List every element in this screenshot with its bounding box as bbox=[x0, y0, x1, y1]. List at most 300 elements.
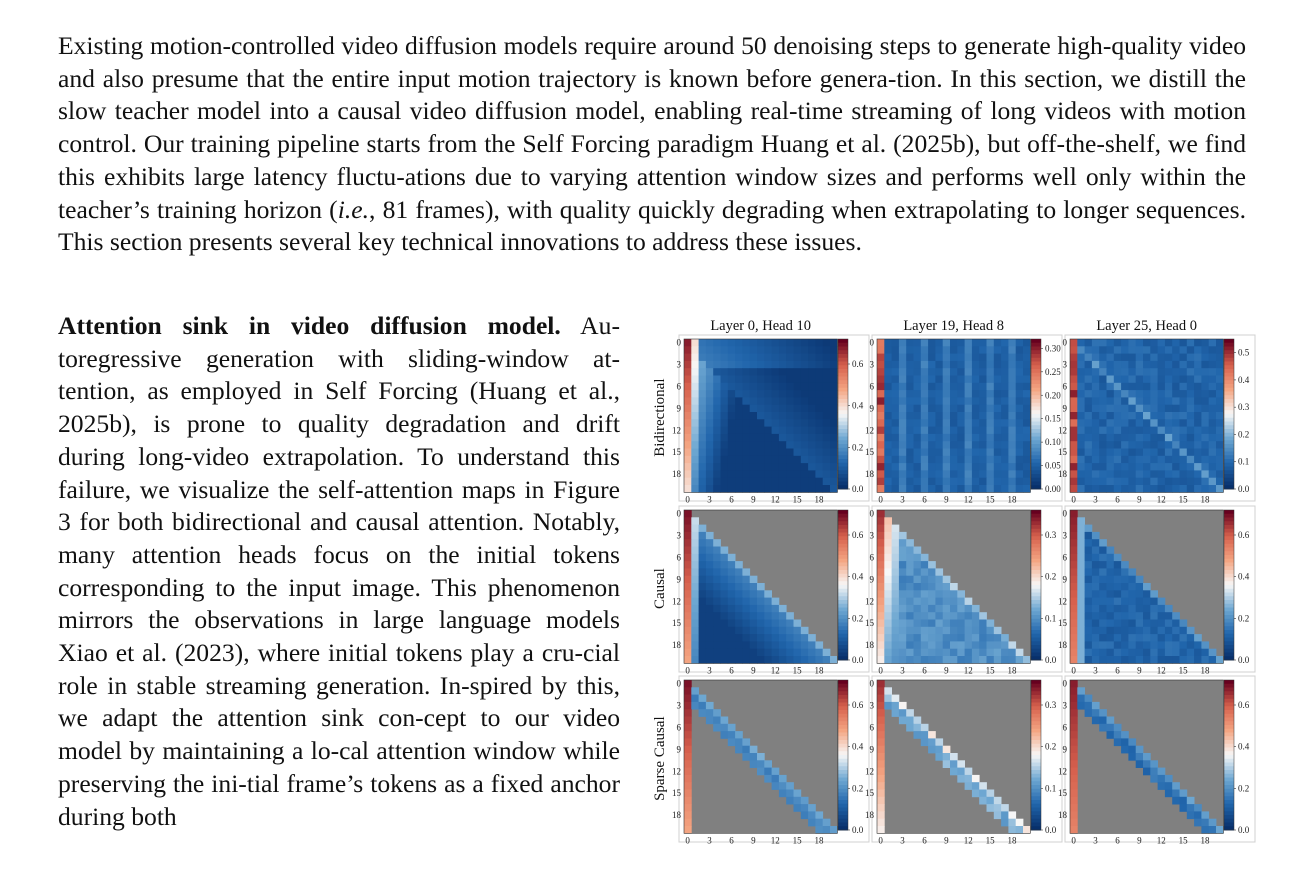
attention-cell bbox=[914, 724, 922, 732]
attention-cell bbox=[914, 405, 922, 413]
attention-cell bbox=[1187, 456, 1195, 464]
attention-cell bbox=[877, 620, 885, 628]
attention-cell bbox=[943, 463, 951, 471]
attention-cell bbox=[877, 634, 885, 642]
attention-cell bbox=[943, 746, 951, 754]
attention-cell bbox=[786, 383, 794, 391]
attention-cell bbox=[877, 449, 885, 457]
x-tick-label: 18 bbox=[1007, 494, 1017, 505]
attention-cell bbox=[713, 470, 721, 478]
attention-cell bbox=[884, 539, 892, 547]
colorbar-segment bbox=[838, 529, 848, 533]
attention-cell bbox=[928, 612, 936, 620]
attention-cell bbox=[764, 641, 772, 649]
attention-cell bbox=[684, 434, 692, 442]
attention-cell bbox=[1092, 346, 1100, 354]
attention-cell bbox=[1201, 470, 1209, 478]
attention-cell bbox=[1070, 724, 1078, 732]
attention-cell bbox=[921, 419, 929, 427]
attention-cell bbox=[1001, 470, 1009, 478]
attention-cell bbox=[684, 383, 692, 391]
attention-cell bbox=[906, 390, 914, 398]
attention-cell bbox=[691, 641, 699, 649]
attention-cell bbox=[786, 405, 794, 413]
attention-cell bbox=[1128, 568, 1136, 576]
attention-cell bbox=[830, 390, 838, 398]
attention-cell bbox=[742, 620, 750, 628]
attention-cell bbox=[943, 583, 951, 591]
attention-cell bbox=[1085, 449, 1093, 457]
attention-cell bbox=[750, 590, 758, 598]
attention-cell bbox=[684, 405, 692, 413]
y-tick-label: 18 bbox=[1058, 810, 1067, 821]
attention-cell bbox=[1107, 397, 1115, 405]
attention-cell bbox=[779, 449, 787, 457]
attention-cell bbox=[750, 368, 758, 376]
attention-cell bbox=[1016, 354, 1024, 362]
attention-cell bbox=[691, 539, 699, 547]
attention-cell bbox=[713, 590, 721, 598]
colorbar-segment bbox=[1224, 347, 1234, 351]
colorbar-segment bbox=[1031, 362, 1041, 366]
attention-cell bbox=[801, 354, 809, 362]
attention-cell bbox=[935, 397, 943, 405]
colorbar-segment bbox=[1224, 815, 1234, 819]
attention-cell bbox=[1070, 649, 1078, 657]
attention-cell bbox=[1136, 405, 1144, 413]
attention-cell bbox=[750, 478, 758, 486]
attention-cell bbox=[815, 376, 823, 384]
attention-cell bbox=[1216, 826, 1224, 834]
attention-cell bbox=[1216, 361, 1224, 369]
colorbar-segment bbox=[1224, 581, 1234, 585]
attention-cell bbox=[742, 368, 750, 376]
attention-cell bbox=[684, 478, 692, 486]
attention-cell bbox=[972, 463, 980, 471]
attention-map-background bbox=[877, 339, 1030, 492]
attention-cell bbox=[1107, 456, 1115, 464]
colorbar-segment bbox=[1224, 485, 1234, 489]
y-tick-label: 0 bbox=[1062, 337, 1067, 348]
colorbar-border bbox=[838, 339, 848, 489]
attention-cell bbox=[921, 463, 929, 471]
x-tick-label: 12 bbox=[1156, 665, 1166, 676]
attention-cell bbox=[830, 449, 838, 457]
y-tick-label: 18 bbox=[865, 469, 874, 480]
attention-cell bbox=[935, 412, 943, 420]
attention-cell bbox=[965, 339, 973, 347]
attention-cell bbox=[957, 605, 965, 613]
attention-cell bbox=[994, 463, 1002, 471]
attention-cell bbox=[899, 539, 907, 547]
colorbar-segment bbox=[1224, 630, 1234, 634]
x-tick-label: 3 bbox=[1093, 665, 1098, 676]
attention-cell bbox=[1070, 539, 1078, 547]
attention-cell bbox=[1216, 441, 1224, 449]
attention-cell bbox=[1209, 485, 1217, 493]
attention-cell bbox=[735, 383, 743, 391]
attention-cell bbox=[815, 405, 823, 413]
attention-cell bbox=[779, 605, 787, 613]
attention-cell bbox=[1128, 478, 1136, 486]
colorbar-border bbox=[1224, 510, 1234, 660]
colorbar-tick-label: 0.0 bbox=[1238, 484, 1250, 494]
attention-cell bbox=[691, 517, 699, 525]
attention-cell bbox=[1180, 478, 1188, 486]
attention-cell bbox=[1008, 383, 1016, 391]
attention-cell bbox=[979, 634, 987, 642]
colorbar-segment bbox=[1224, 566, 1234, 570]
attention-cell bbox=[1023, 456, 1031, 464]
attention-cell bbox=[1216, 346, 1224, 354]
attention-cell bbox=[1165, 612, 1173, 620]
attention-cell bbox=[1128, 612, 1136, 620]
attention-cell bbox=[691, 525, 699, 533]
attention-cell bbox=[1085, 583, 1093, 591]
attention-cell bbox=[979, 361, 987, 369]
attention-cell bbox=[1187, 346, 1195, 354]
colorbar-segment bbox=[1224, 525, 1234, 529]
attention-cell bbox=[972, 390, 980, 398]
attention-cell bbox=[1165, 463, 1173, 471]
colorbar-segment bbox=[1031, 755, 1041, 759]
attention-cell bbox=[1107, 478, 1115, 486]
colorbar-segment bbox=[838, 706, 848, 710]
attention-cell bbox=[1216, 463, 1224, 471]
attention-cell bbox=[757, 397, 765, 405]
attention-cell bbox=[892, 485, 900, 493]
attention-cell bbox=[1070, 427, 1078, 435]
attention-cell bbox=[1121, 738, 1129, 746]
attention-cell bbox=[1121, 383, 1129, 391]
colorbar-segment bbox=[838, 369, 848, 373]
attention-cell bbox=[957, 470, 965, 478]
attention-cell bbox=[808, 376, 816, 384]
attention-cell bbox=[921, 361, 929, 369]
attention-cell bbox=[1092, 368, 1100, 376]
attention-cell bbox=[914, 368, 922, 376]
attention-cell bbox=[914, 576, 922, 584]
attention-cell bbox=[684, 627, 692, 635]
attention-cell bbox=[684, 470, 692, 478]
attention-cell bbox=[1008, 811, 1016, 819]
y-tick-label: 12 bbox=[1058, 596, 1067, 607]
colorbar-tick-label: 0.25 bbox=[1045, 366, 1061, 377]
x-tick-label: 18 bbox=[1007, 665, 1017, 676]
attention-cell bbox=[764, 485, 772, 493]
colorbar-segment bbox=[838, 593, 848, 597]
attention-cell bbox=[1216, 485, 1224, 493]
attention-cell bbox=[764, 346, 772, 354]
attention-cell bbox=[1114, 568, 1122, 576]
colorbar-segment bbox=[1224, 414, 1234, 418]
attention-cell bbox=[808, 811, 816, 819]
x-tick-label: 12 bbox=[963, 835, 973, 846]
attention-cell bbox=[987, 641, 995, 649]
attention-cell bbox=[808, 427, 816, 435]
attention-cell bbox=[957, 427, 965, 435]
attention-cell bbox=[877, 368, 885, 376]
attention-cell bbox=[1180, 449, 1188, 457]
attention-cell bbox=[994, 346, 1002, 354]
attention-cell bbox=[1143, 346, 1151, 354]
attention-cell bbox=[1114, 561, 1122, 569]
attention-cell bbox=[691, 397, 699, 405]
attention-cell bbox=[884, 532, 892, 540]
attention-cell bbox=[713, 561, 721, 569]
attention-cell bbox=[950, 753, 958, 761]
attention-cell bbox=[735, 738, 743, 746]
attention-cell bbox=[1172, 434, 1180, 442]
attention-cell bbox=[921, 627, 929, 635]
colorbar-segment bbox=[838, 630, 848, 634]
attention-cell bbox=[1070, 354, 1078, 362]
attention-cell bbox=[906, 724, 914, 732]
attention-cell bbox=[1001, 811, 1009, 819]
attention-cell bbox=[735, 656, 743, 664]
x-tick-label: 15 bbox=[792, 835, 802, 846]
attention-cell bbox=[899, 590, 907, 598]
attention-cell bbox=[713, 598, 721, 606]
attention-cell bbox=[1165, 620, 1173, 628]
attention-cell bbox=[1150, 449, 1158, 457]
attention-cell bbox=[728, 470, 736, 478]
colorbar-segment bbox=[1224, 467, 1234, 471]
attention-cell bbox=[1136, 598, 1144, 606]
attention-cell bbox=[906, 397, 914, 405]
attention-cell bbox=[1092, 478, 1100, 486]
attention-cell bbox=[1092, 605, 1100, 613]
attention-cell bbox=[892, 397, 900, 405]
attention-cell bbox=[742, 346, 750, 354]
colorbar-segment bbox=[1224, 448, 1234, 452]
attention-cell bbox=[728, 641, 736, 649]
attention-cell bbox=[684, 427, 692, 435]
attention-cell bbox=[1121, 405, 1129, 413]
attention-cell bbox=[1077, 397, 1085, 405]
intro-text-part1: Existing motion-controlled video diffusion models require around 50 denoising steps to generate high-quality video and also presume that the entire input motion trajectory is known before genera-tion. In this section, we distill the slow teacher model into a causal video diffusion model, enabling real-time streaming of long videos with motion control. Our training pipeline starts from the Self Forcing paradigm Huang et al. (2025b), but off-the-shelf, we find this exhibits large latency fluctu-ations due to varying attention window sizes and performs well only within the teacher’s training horizon ( bbox=[58, 31, 1246, 224]
attention-cell bbox=[987, 405, 995, 413]
attention-cell bbox=[921, 620, 929, 628]
attention-cell bbox=[764, 397, 772, 405]
attention-cell bbox=[1143, 620, 1151, 628]
colorbar-segment bbox=[838, 626, 848, 630]
attention-cell bbox=[950, 627, 958, 635]
attention-cell bbox=[1121, 427, 1129, 435]
colorbar-segment bbox=[1031, 645, 1041, 649]
attention-cell bbox=[914, 449, 922, 457]
attention-cell bbox=[987, 376, 995, 384]
attention-cell bbox=[1165, 649, 1173, 657]
attention-cell bbox=[943, 627, 951, 635]
attention-cell bbox=[823, 485, 831, 493]
attention-cell bbox=[1070, 627, 1078, 635]
attention-cell bbox=[801, 368, 809, 376]
y-tick-label: 18 bbox=[865, 810, 874, 821]
attention-cell bbox=[1107, 339, 1115, 347]
attention-cell bbox=[1136, 383, 1144, 391]
attention-cell bbox=[979, 627, 987, 635]
attention-cell bbox=[772, 598, 780, 606]
x-tick-label: 18 bbox=[1200, 494, 1210, 505]
attention-cell bbox=[906, 590, 914, 598]
attention-cell bbox=[794, 383, 802, 391]
attention-cell bbox=[1172, 782, 1180, 790]
attention-cell bbox=[877, 434, 885, 442]
attention-cell bbox=[1158, 419, 1166, 427]
attention-cell bbox=[1107, 419, 1115, 427]
attention-cell bbox=[972, 368, 980, 376]
attention-cell bbox=[1201, 441, 1209, 449]
attention-cell bbox=[972, 376, 980, 384]
attention-cell bbox=[1150, 598, 1158, 606]
attention-cell bbox=[943, 405, 951, 413]
attention-cell bbox=[684, 517, 692, 525]
attention-cell bbox=[1070, 738, 1078, 746]
attention-cell bbox=[935, 368, 943, 376]
attention-cell bbox=[830, 656, 838, 664]
attention-cell bbox=[884, 441, 892, 449]
colorbar-segment bbox=[838, 604, 848, 608]
attention-cell bbox=[728, 568, 736, 576]
attention-cell bbox=[1070, 605, 1078, 613]
attention-cell bbox=[892, 361, 900, 369]
attention-cell bbox=[1114, 612, 1122, 620]
attention-cell bbox=[794, 804, 802, 812]
attention-cell bbox=[979, 612, 987, 620]
y-tick-label: 18 bbox=[672, 810, 681, 821]
attention-cell bbox=[1107, 598, 1115, 606]
attention-cell bbox=[892, 605, 900, 613]
colorbar-segment bbox=[1031, 548, 1041, 552]
attention-cell bbox=[1121, 583, 1129, 591]
attention-cell bbox=[1143, 427, 1151, 435]
attention-cell bbox=[987, 346, 995, 354]
colorbar-segment bbox=[1031, 641, 1041, 645]
attention-cell bbox=[950, 368, 958, 376]
attention-cell bbox=[1121, 649, 1129, 657]
attention-cell bbox=[1099, 354, 1107, 362]
attention-cell bbox=[965, 419, 973, 427]
attention-cell bbox=[987, 634, 995, 642]
attention-cell bbox=[823, 456, 831, 464]
attention-cell bbox=[801, 470, 809, 478]
attention-cell bbox=[801, 804, 809, 812]
attention-cell bbox=[721, 649, 729, 657]
colorbar-segment bbox=[1224, 766, 1234, 770]
attention-cell bbox=[1070, 702, 1078, 710]
y-tick-label: 6 bbox=[1062, 381, 1067, 392]
colorbar-segment bbox=[838, 638, 848, 642]
attention-cell bbox=[823, 346, 831, 354]
attention-cell bbox=[691, 368, 699, 376]
colorbar-segment bbox=[1224, 770, 1234, 774]
attention-cell bbox=[1194, 634, 1202, 642]
colorbar-segment bbox=[1031, 563, 1041, 567]
attention-cell bbox=[1121, 354, 1129, 362]
attention-cell bbox=[1099, 620, 1107, 628]
attention-cell bbox=[1016, 368, 1024, 376]
attention-cell bbox=[1099, 561, 1107, 569]
y-tick-label: 9 bbox=[676, 744, 681, 755]
attention-cell bbox=[830, 478, 838, 486]
attention-cell bbox=[1209, 449, 1217, 457]
attention-cell bbox=[1201, 434, 1209, 442]
colorbar-segment bbox=[1031, 551, 1041, 555]
attention-cell bbox=[892, 568, 900, 576]
attention-cell bbox=[1209, 390, 1217, 398]
colorbar-segment bbox=[1031, 418, 1041, 422]
attention-cell bbox=[764, 339, 772, 347]
attention-cell bbox=[691, 376, 699, 384]
colorbar-segment bbox=[838, 559, 848, 563]
attention-cell bbox=[1070, 583, 1078, 591]
attention-cell bbox=[1121, 627, 1129, 635]
attention-cell bbox=[815, 478, 823, 486]
y-tick-label: 3 bbox=[869, 700, 874, 711]
attention-cell bbox=[943, 397, 951, 405]
y-tick-label: 12 bbox=[865, 425, 874, 436]
x-tick-label: 12 bbox=[963, 494, 973, 505]
attention-cell bbox=[1077, 463, 1085, 471]
attention-cell bbox=[728, 354, 736, 362]
attention-cell bbox=[691, 346, 699, 354]
attention-cell bbox=[691, 339, 699, 347]
attention-cell bbox=[691, 383, 699, 391]
attention-cell bbox=[884, 449, 892, 457]
attention-cell bbox=[1023, 390, 1031, 398]
attention-cell bbox=[1216, 397, 1224, 405]
attention-cell bbox=[892, 634, 900, 642]
attention-cell bbox=[757, 354, 765, 362]
attention-cell bbox=[1150, 383, 1158, 391]
attention-cell bbox=[877, 641, 885, 649]
colorbar-tick-label: 0.1 bbox=[1238, 456, 1250, 467]
attention-cell bbox=[1121, 746, 1129, 754]
attention-cell bbox=[1107, 383, 1115, 391]
colorbar-segment bbox=[1224, 536, 1234, 540]
attention-cell bbox=[1165, 456, 1173, 464]
attention-cell bbox=[943, 441, 951, 449]
colorbar-segment bbox=[838, 418, 848, 422]
attention-cell bbox=[1008, 641, 1016, 649]
attention-cell bbox=[1077, 620, 1085, 628]
attention-cell bbox=[1092, 485, 1100, 493]
colorbar-segment bbox=[838, 563, 848, 567]
attention-cell bbox=[1001, 405, 1009, 413]
attention-cell bbox=[965, 368, 973, 376]
attention-cell bbox=[957, 612, 965, 620]
x-tick-label: 6 bbox=[922, 494, 927, 505]
attention-cell bbox=[786, 790, 794, 798]
attention-cell bbox=[742, 738, 750, 746]
attention-cell bbox=[1143, 768, 1151, 776]
y-tick-label: 12 bbox=[672, 766, 681, 777]
y-tick-label: 9 bbox=[869, 744, 874, 755]
colorbar-segment bbox=[1224, 641, 1234, 645]
attention-cell bbox=[950, 397, 958, 405]
attention-cell bbox=[892, 620, 900, 628]
attention-cell bbox=[877, 517, 885, 525]
colorbar-segment bbox=[838, 800, 848, 804]
attention-cell bbox=[1194, 361, 1202, 369]
attention-cell bbox=[1099, 717, 1107, 725]
attention-cell bbox=[1143, 478, 1151, 486]
x-tick-label: 3 bbox=[707, 665, 712, 676]
attention-cell bbox=[877, 397, 885, 405]
attention-cell bbox=[1001, 346, 1009, 354]
y-tick-label: 18 bbox=[1058, 640, 1067, 651]
